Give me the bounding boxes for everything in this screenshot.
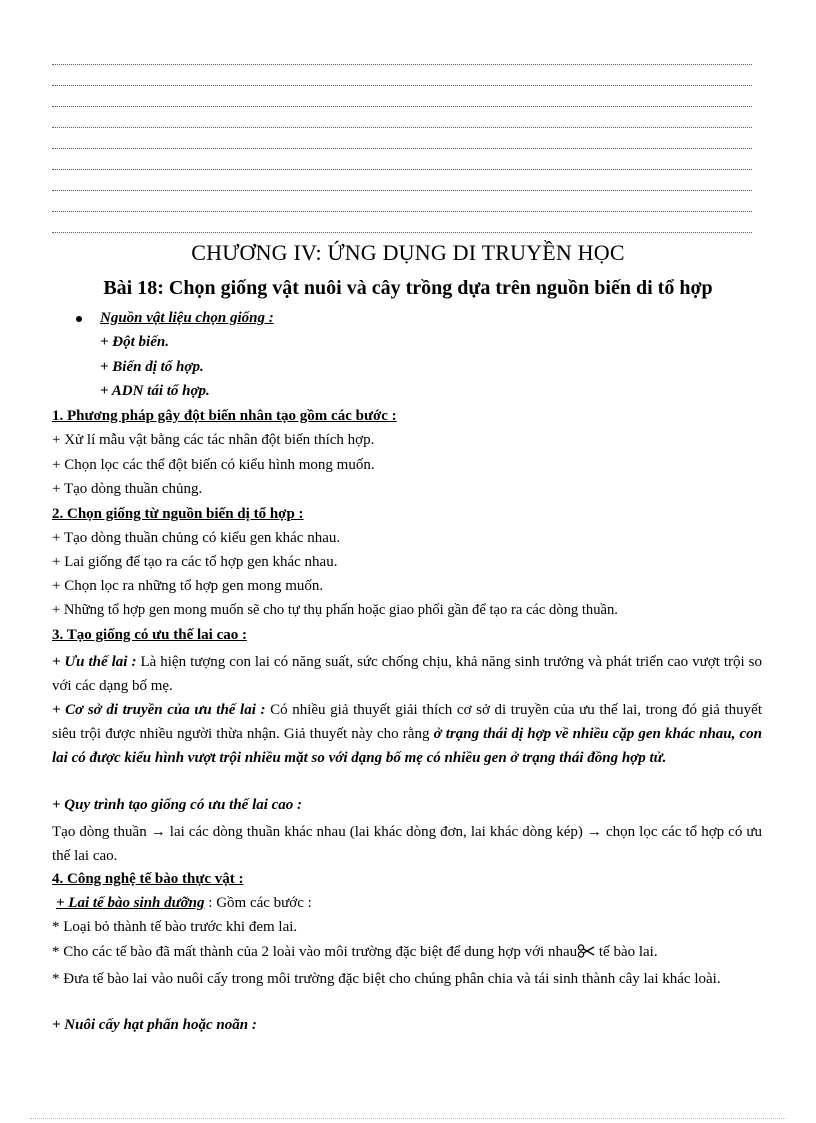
paragraph-text: : Gồm các bước :: [204, 895, 312, 911]
scissors-icon: [577, 944, 595, 958]
dotted-line: [52, 146, 752, 149]
paragraph-text: Là hiện tượng con lai có năng suất, sức chống chịu, khả năng sinh trưởng và phát triển cao vượt trội so với các dạng bố mẹ.: [52, 654, 763, 694]
list-item: + Những tổ hợp gen mong muốn sẽ cho tự thụ phấn hoặc giao phối gần để tạo ra các dòng thuần.: [52, 602, 618, 618]
term-label: + Lai tế bào sinh dưỡng: [56, 895, 205, 911]
section-2-heading: 2. Chọn giống từ nguồn biến dị tổ hợp :: [52, 506, 304, 522]
dotted-line: [52, 62, 752, 65]
dotted-line: [52, 209, 752, 212]
source-item: + Đột biến.: [100, 334, 169, 350]
dotted-line: [52, 230, 752, 233]
source-item: + Biến dị tổ hợp.: [100, 359, 204, 375]
step-item: [52, 943, 658, 961]
chapter-title: CHƯƠNG IV: ỨNG DỤNG DI TRUYỀN HỌC: [191, 240, 625, 265]
list-item: + Chọn lọc ra những tổ hợp gen mong muốn.: [52, 578, 324, 594]
source-item: + ADN tái tổ hợp.: [100, 383, 210, 399]
term-label: + Ưu thế lai :: [52, 654, 137, 670]
bullet-icon: [76, 316, 82, 322]
term-label: + Cơ sở di truyền của ưu thế lai :: [52, 702, 266, 718]
list-item: + Tạo dòng thuần chủng có kiểu gen khác nhau.: [52, 530, 341, 546]
procedure-heading: + Quy trình tạo giống có ưu thế lai cao :: [52, 797, 303, 813]
section-3-heading: 3. Tạo giống có ưu thế lai cao :: [52, 627, 247, 643]
list-item: + Xử lí mẫu vật bằng các tác nhân đột biến thích hợp.: [52, 432, 375, 448]
sources-heading: Nguồn vật liệu chọn giống :: [100, 310, 274, 326]
section-4-heading: 4. Công nghệ tế bào thực vật :: [52, 871, 244, 887]
step-text: tế bào lai.: [595, 944, 658, 960]
paragraph-genetic-basis: [52, 698, 762, 770]
paragraph-text: Có nhiều giả thuyết giải thích cơ sở di truyền của ưu thế lai, trong đó giả thuyết siêu trội được nhiều người thừa nhận. Giả thuyết này cho rằng: [52, 702, 762, 742]
dotted-line: [52, 167, 752, 170]
step-item: * Đưa tế bào lai vào nuôi cấy trong môi trường đặc biệt cho chúng phân chia và tái sinh thành cây lai khác loài.: [52, 971, 721, 987]
list-item: + Chọn lọc các thể đột biến có kiểu hình mong muốn.: [52, 457, 375, 473]
pollen-culture-heading: + Nuôi cấy hạt phấn hoặc noãn :: [52, 1017, 257, 1033]
lesson-title: Bài 18: Chọn giống vật nuôi và cây trồng dựa trên nguồn biến di tổ hợp: [103, 277, 713, 299]
procedure-text: Tạo dòng thuần → lai các dòng thuần khác nhau (lai khác dòng đơn, lai khác dòng kép) → chọn lọc các tổ hợp có ưu thế lai cao.: [52, 824, 762, 864]
list-item: + Tạo dòng thuần chủng.: [52, 481, 203, 497]
emphasis-text: ở trạng thái dị hợp về nhiều cặp gen khác nhau, con lai có được kiểu hình vượt trội nhiều mặt so với dạng bố mẹ có nhiều gen ở trạng thái đồng hợp tử.: [52, 726, 762, 766]
somatic-hybrid-line: [56, 894, 312, 912]
section-1-heading: 1. Phương pháp gây đột biến nhân tạo gồm các bước :: [52, 408, 397, 424]
step-text: * Cho các tế bào đã mất thành của 2 loài vào môi trường đặc biệt để dung hợp với nhau: [52, 944, 578, 960]
dotted-line: [52, 104, 752, 107]
page-bottom-border: [30, 1118, 786, 1119]
step-item: * Loại bỏ thành tế bào trước khi đem lai.: [52, 919, 298, 935]
dotted-line: [52, 125, 752, 128]
paragraph-heterosis: [52, 650, 762, 698]
dotted-line: [52, 188, 752, 191]
dotted-line: [52, 83, 752, 86]
list-item: + Lai giống để tạo ra các tổ hợp gen khác nhau.: [52, 554, 338, 570]
